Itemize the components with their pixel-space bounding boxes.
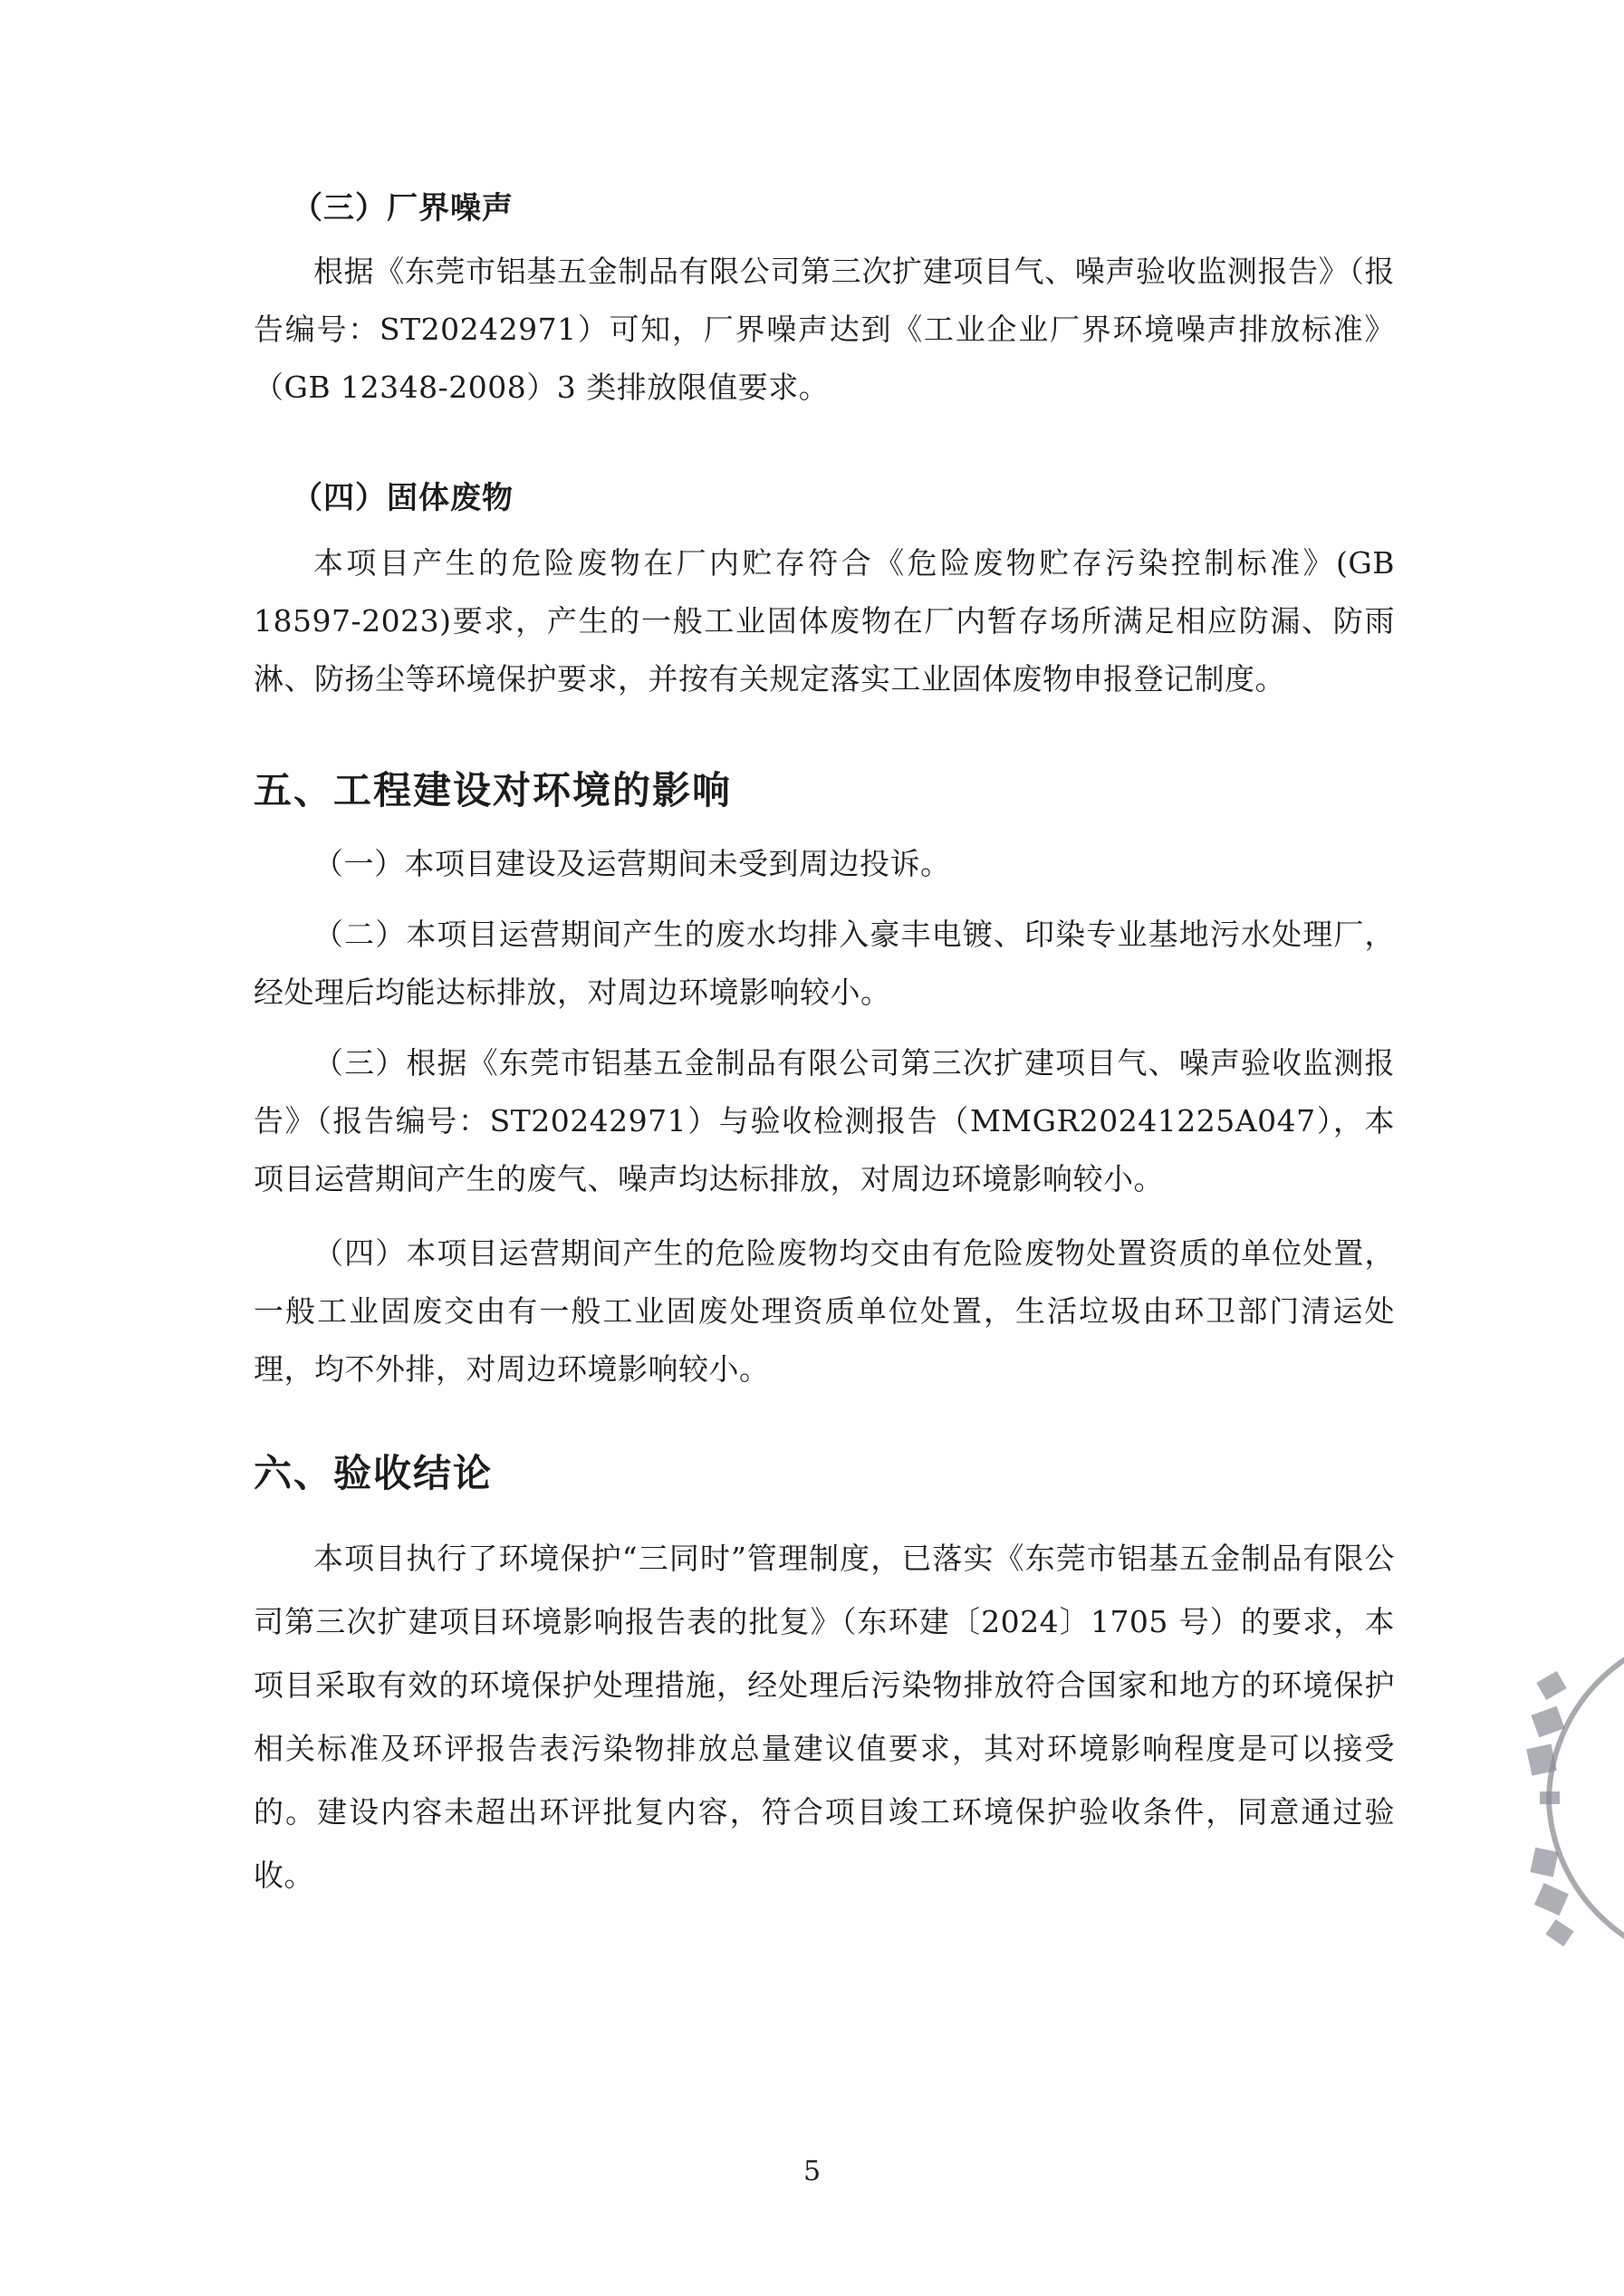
noise-heading: （三）厂界噪声	[292, 190, 514, 226]
impact-item-4: （四）本项目运营期间产生的危险废物均交由有危险废物处置资质的单位处置，一般工业固废交由有一般工业固废处理资质单位处置，生活垃圾由环卫部门清运处理，均不外排，对周边环境影响较小。	[254, 1235, 1395, 1387]
impact-item-2: （二）本项目运营期间产生的废水均排入豪丰电镀、印染专业基地污水处理厂，经处理后均能达标排放，对周边环境影响较小。	[254, 917, 1395, 1010]
solid-waste-heading: （四）固体废物	[292, 480, 514, 516]
partial-seal-stamp	[1513, 1612, 1624, 1974]
solid-waste-paragraph: 本项目产生的危险废物在厂内贮存符合《危险废物贮存污染控制标准》(GB 18597-2023)要求，产生的一般工业固体废物在厂内暂存场所满足相应防漏、防雨淋、防扬尘等环境保护要求，并按有关规定落实工业固体废物申报登记制度。	[254, 545, 1395, 696]
page-number: 5	[802, 2156, 822, 2187]
noise-paragraph: 根据《东莞市铝基五金制品有限公司第三次扩建项目气、噪声验收监测报告》（报告编号：ST20242971）可知，厂界噪声达到《工业企业厂界环境噪声排放标准》（GB 12348-2008）3 类排放限值要求。	[254, 254, 1395, 405]
conclusion-paragraph: 本项目执行了环境保护“三同时”管理制度，已落实《东莞市铝基五金制品有限公司第三次扩建项目环境影响报告表的批复》（东环建〔2024〕1705 号）的要求，本项目采取有效的环境保护处理措施，经处理后污染物排放符合国家和地方的环境保护相关标准及环评报告表污染物排放总量建议值要求，其对环境影响程度是可以接受的。建设内容未超出环评批复内容，符合项目竣工环境保护验收条件，同意通过验收。	[254, 1541, 1395, 1893]
impact-item-1: （一）本项目建设及运营期间未受到周边投诉。	[313, 846, 951, 881]
impact-item-3: （三）根据《东莞市铝基五金制品有限公司第三次扩建项目气、噪声验收监测报告》（报告编号：ST20242971）与验收检测报告（MMGR20241225A047），本项目运营期间产生的废气、噪声均达标排放，对周边环境影响较小。	[254, 1045, 1395, 1196]
conclusion-heading: 六、验收结论	[254, 1451, 494, 1495]
impact-heading: 五、工程建设对环境的影响	[254, 768, 733, 812]
